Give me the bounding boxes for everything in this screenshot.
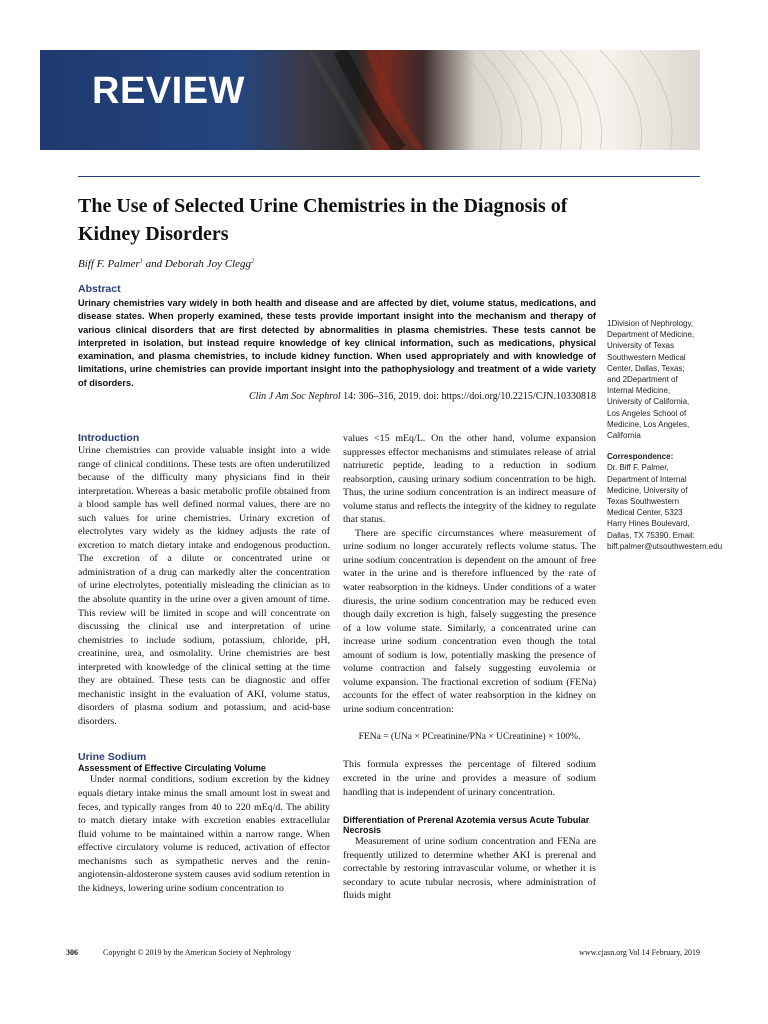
author-affil-sup: 1 xyxy=(139,258,143,265)
urine-sodium-paragraph: Under normal conditions, sodium excretion by the kidney equals dietary intake minus the small amount lost in sweat and feces, and typically ranges from 40 to 220 mEq/d. The ability to match dietary intake with excretion enables extracellular fluid volume to be maintained within a narrow range. When effective circulatory volume is reduced, activation of effector mechanisms such as sympathetic nerves and the renin-angiotensin-aldosterone system causes avid sodium retention in the kidneys, lowering urine sodium concentration to xyxy=(78,774,330,894)
section-heading-urine-sodium: Urine Sodium xyxy=(78,751,147,764)
banner-label: REVIEW xyxy=(92,70,245,112)
abstract-text: Urinary chemistries vary widely in both health and disease and are affected by diet, volume status, medications, and disease states. When properly examined, these tests provide important insight into the mechanism and therapy of various clinical disorders that are first detected by abnormalities in plasma chemistries. These tests cannot be interpreted in isolation, but instead require knowledge of key clinical information, such as medications, physical examination, and plasma chemistries, to include kidney function. When used appropriately and with knowledge of limitations, urine chemistries can provide important insight into the pathophysiology and treatment of a wide variety of disorders. xyxy=(78,298,596,388)
review-banner xyxy=(40,50,700,150)
volume-paragraph: values <15 mEq/L. On the other hand, volume expansion suppresses effector mechanisms and stimulates release of atrial natriuretic peptide, leading to a reduction in sodium reabsorption, causing urinary sodium concentration to be high. Thus, the urine sodium concentration is an indirect measure of volume status and reflects the integrity of the kidney to regulate that status. xyxy=(343,433,596,526)
left-margin-bar xyxy=(0,0,40,1024)
title-rule xyxy=(78,176,700,177)
subsection-heading-prerenal: Differentiation of Prerenal Azotemia versus Acute Tubular Necrosis xyxy=(343,815,590,836)
formula-explanation-paragraph: This formula expresses the percentage of filtered sodium excreted in the urine and provides a measure of sodium handling that is independent of urinary concentration. xyxy=(343,759,596,798)
author-line xyxy=(78,258,254,270)
sidebar-affiliations xyxy=(607,318,723,552)
introduction-paragraph: Urine chemistries can provide valuable insight into a wide range of clinical conditions. These tests are often underutilized because of the difficulty many physicians find in their interpretation. Whereas a basic metabolic profile obtained from a blood sample has well defined normal values, there are no such values for urine chemistries. Urinary excretion of electrolytes vary widely as the kidney adjusts the rate of excretion to match dietary intake and endogenous production. The excretion of a dilute or concentrated urine or administration of a drug can markedly alter the concentration of urine electrolytes, potentially misleading the clinician as to the absolute quantity in the urine over a given amount of time. This review will be limited in scope and will concentrate on discussing the clinical use and interpretation of urine chemistries to include sodium, potassium, chloride, pH, creatinine, urea, and osmolality. Urine chemistries are best interpreted with knowledge of the clinical setting at the time they are obtained. These tests can be diagnostic and offer mechanistic insight in the evaluation of AKI, volume status, disorders of plasma sodium and potassium, and acid-base disorders. xyxy=(78,445,330,727)
citation-details: 14: 306–316, 2019. doi: https://doi.org/10.2215/CJN.10330818 xyxy=(343,391,596,402)
page-number: 306 xyxy=(66,948,78,957)
correspondence-text: Dr. Biff F. Palmer, Department of Internal Medicine, University of Texas Southwestern Medical Center, 5323 Harry Hines Boulevard, Dallas, TX 75390. Email: biff.palmer@utsouthwestern.edu xyxy=(607,463,723,551)
author-name: Biff F. Palmer xyxy=(78,258,140,270)
correspondence-heading: Correspondence: xyxy=(607,452,674,462)
author-name: Deborah Joy Clegg xyxy=(164,258,251,270)
affiliations-text: 1Division of Nephrology, Department of Medicine, University of Texas Southwestern Medical Center, Dallas, Texas; and 2Department of Internal Medicine, University of California, Los Angeles School of Medicine, Los Angeles, California xyxy=(607,319,695,441)
body-column-left xyxy=(78,432,330,895)
prerenal-paragraph: Measurement of urine sodium concentration and FENa are frequently utilized to determine whether AKI is prerenal and correctable by restoring intravascular volume, or whether it is secondary to acute tubular necrosis, where administration of fluids might xyxy=(343,836,596,902)
abstract-heading: Abstract xyxy=(78,283,121,295)
section-heading-introduction: Introduction xyxy=(78,432,140,444)
journal-footer: www.cjasn.org Vol 14 February, 2019 xyxy=(579,948,700,957)
body-column-right xyxy=(343,432,596,903)
subsection-heading-effective-volume: Assessment of Effective Circulating Volume xyxy=(78,763,266,774)
fena-formula: FENa = (UNa × PCreatinine/PNa × UCreatinine) × 100%. xyxy=(358,732,581,743)
copyright: Copyright © 2019 by the American Society of Nephrology xyxy=(103,948,292,957)
citation-journal: Clin J Am Soc Nephrol xyxy=(248,391,341,402)
authors-join: and xyxy=(145,258,163,270)
article-title: The Use of Selected Urine Chemistries in the Diagnosis of Kidney Disorders xyxy=(78,195,568,245)
citation xyxy=(78,391,596,402)
author-affil-sup: 2 xyxy=(250,258,254,265)
specific-circumstances-paragraph: There are specific circumstances where measurement of urine sodium no longer accurately reflects volume status. The urine sodium concentration is dependent on the amount of free water in the urine and is therefore influenced by the rate of water reabsorption in the kidneys. Under conditions of a water diuresis, the urine sodium concentration may be reduced even though daily excretion is high, falsely suggesting the presence of a low volume state. Similarly, a concentrated urine can increase urine sodium concentration even though the total amount of sodium is low, potentially masking the presence of volume contraction and falsely suggesting euvolemia or volume expansion. The fractional excretion of sodium (FENa) accounts for the effect of water reabsorption in the kidney on urine sodium concentration: xyxy=(343,527,596,715)
